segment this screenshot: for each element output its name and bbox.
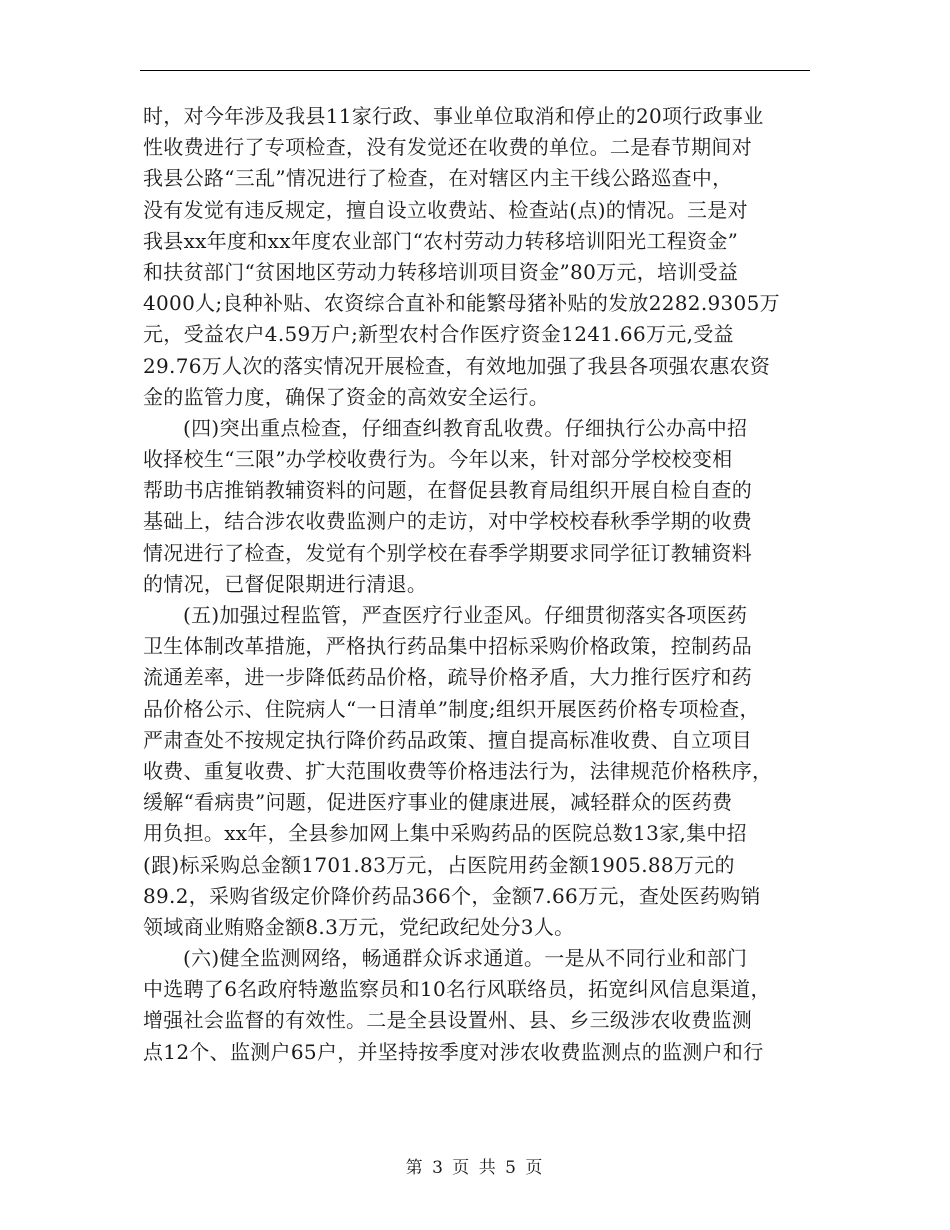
text-line: 4000人;良种补贴、农资综合直补和能繁母猪补贴的发放2282.9305万: [143, 291, 780, 316]
header-rule: [140, 70, 810, 71]
page-number-label: 第 3 页 共 5 页: [405, 1158, 545, 1178]
document-body: [143, 101, 813, 1068]
text-line: 用负担。xx年，全县参加网上集中采购药品的医院总数13家,集中招: [143, 821, 747, 846]
text-line: 缓解“看病贵”问题，促进医疗事业的健康进展，减轻群众的医药费: [143, 790, 733, 815]
text-line: 领域商业贿赂金额8.3万元，党纪政纪处分3人。: [143, 914, 575, 939]
text-line: 情况进行了检查，发觉有个别学校在春季学期要求同学征订教辅资料: [143, 540, 752, 565]
text-line: 没有发觉有违反规定，擅自设立收费站、检查站(点)的情况。三是对: [143, 197, 748, 222]
text-line: 元，受益农户4.59万户;新型农村合作医疗资金1241.66万元,受益: [143, 322, 734, 347]
paragraph-first-line: (五)加强过程监管，严查医疗行业歪风。仔细贯彻落实各项医药: [183, 603, 748, 627]
text-line: 金的监管力度，确保了资金的高效安全运行。: [143, 384, 549, 409]
text-line: 时，对今年涉及我县11家行政、事业单位取消和停止的20项行政事业: [143, 104, 764, 128]
text-line: 29.76万人次的落实情况开展检查，有效地加强了我县各项强农惠农资: [143, 353, 771, 378]
text-line: 点12个、监测户65户，并坚持按季度对涉农收费监测点的监测户和行: [143, 1039, 764, 1064]
text-line: (跟)标采购总金额1701.83万元，占医院用药金额1905.88万元的: [143, 852, 735, 877]
text-line: 基础上，结合涉农收费监测户的走访，对中学校校春秋季学期的收费: [143, 509, 752, 534]
text-line: 流通差率，进一步降低药品价格，疏导价格矛盾，大力推行医疗和药: [143, 665, 752, 690]
text-line: 性收费进行了专项检查，没有发觉还在收费的单位。二是春节期间对: [143, 135, 752, 160]
text-line: 我县公路“三乱”情况进行了检查，在对辖区内主干线公路巡查中，: [143, 166, 733, 191]
text-line: 的情况，已督促限期进行清退。: [143, 571, 428, 596]
text-line: 品价格公示、住院病人“一日清单”制度;组织开展医药价格专项检查，: [143, 696, 760, 721]
text-line: 收择校生“三限”办学校收费行为。今年以来，针对部分学校校变相: [143, 447, 733, 472]
text-line: 和扶贫部门“贫困地区劳动力转移培训项目资金”80万元，培训受益: [143, 259, 739, 284]
text-line: 卫生体制改革措施，严格执行药品集中招标采购价格政策，控制药品: [143, 634, 752, 659]
text-line: 89.2，采购省级定价降价药品366个，金额7.66万元，查处医药购销: [143, 883, 761, 908]
paragraph-first-line: (六)健全监测网络，畅通群众诉求通道。一是从不同行业和部门: [183, 946, 748, 971]
paragraph-first-line: (四)突出重点检查，仔细查纠教育乱收费。仔细执行公办高中招: [183, 415, 748, 440]
text-line: 帮助书店推销教辅资料的问题，在督促县教育局组织开展自检自查的: [143, 478, 752, 503]
text-line: 中选聘了6名政府特邀监察员和10名行风联络员，拓宽纠风信息渠道，: [143, 977, 771, 1002]
page-footer: [0, 1153, 950, 1178]
text-line: 增强社会监督的有效性。二是全县设置州、县、乡三级涉农收费监测: [143, 1008, 752, 1033]
text-line: 我县xx年度和xx年度农业部门“农村劳动力转移培训阳光工程资金”: [143, 228, 739, 253]
text-line: 严肃查处不按规定执行降价药品政策、擅自提高标准收费、自立项目: [143, 727, 752, 752]
text-line: 收费、重复收费、扩大范围收费等价格违法行为，法律规范价格秩序，: [143, 758, 773, 783]
